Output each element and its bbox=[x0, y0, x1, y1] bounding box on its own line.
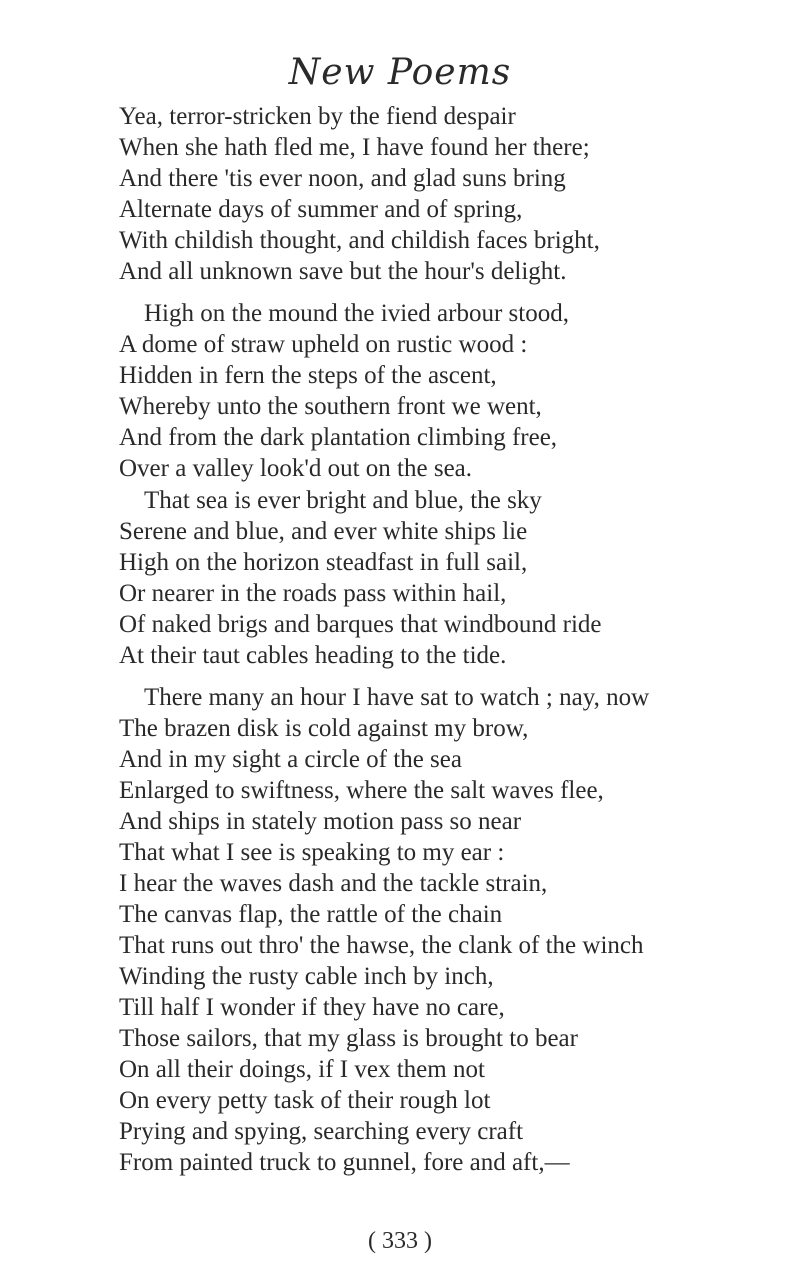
page-number: ( 333 ) bbox=[368, 1228, 432, 1254]
poem-line: There many an hour I have sat to watch ; nay, now bbox=[144, 684, 650, 711]
poem-line: At their taut cables heading to the tide. bbox=[119, 642, 507, 669]
poem-line: I hear the waves dash and the tackle strain, bbox=[119, 870, 548, 897]
poem-line: And from the dark plantation climbing free, bbox=[119, 424, 558, 451]
poem-line: Winding the rusty cable inch by inch, bbox=[119, 963, 494, 990]
running-head: New Poems bbox=[288, 52, 512, 93]
poem-line: The brazen disk is cold against my brow, bbox=[119, 715, 529, 742]
poem-line: High on the mound the ivied arbour stood, bbox=[144, 300, 569, 327]
poem-line: And all unknown save but the hour's delight. bbox=[119, 258, 567, 285]
poem-line: On every petty task of their rough lot bbox=[119, 1087, 491, 1114]
poem-line: Yea, terror-stricken by the fiend despair bbox=[119, 103, 516, 130]
poem-line: High on the horizon steadfast in full sail, bbox=[119, 549, 528, 576]
poem-line: When she hath fled me, I have found her there; bbox=[119, 134, 590, 161]
poem-line: And in my sight a circle of the sea bbox=[119, 746, 462, 773]
poem-line: Till half I wonder if they have no care, bbox=[119, 994, 505, 1021]
poem-line: On all their doings, if I vex them not bbox=[119, 1056, 485, 1083]
poem-line: Of naked brigs and barques that windbound ride bbox=[119, 611, 602, 638]
poem-line: With childish thought, and childish faces bright, bbox=[119, 227, 600, 254]
poem-line: From painted truck to gunnel, fore and aft,— bbox=[119, 1149, 570, 1176]
poem-line: That runs out thro' the hawse, the clank of the winch bbox=[119, 932, 644, 959]
poem-line: Hidden in fern the steps of the ascent, bbox=[119, 362, 497, 389]
poem-line: That sea is ever bright and blue, the sky bbox=[144, 487, 542, 514]
poem-line: Enlarged to swiftness, where the salt waves flee, bbox=[119, 777, 604, 804]
poem-line: Those sailors, that my glass is brought to bear bbox=[119, 1025, 578, 1052]
poem-line: And ships in stately motion pass so near bbox=[119, 808, 522, 835]
poem-line: Prying and spying, searching every craft bbox=[119, 1118, 524, 1145]
poem-line: Alternate days of summer and of spring, bbox=[119, 196, 523, 223]
poem-line: A dome of straw upheld on rustic wood : bbox=[119, 331, 528, 358]
poem-line: Over a valley look'd out on the sea. bbox=[119, 455, 473, 482]
poem-line: Or nearer in the roads pass within hail, bbox=[119, 580, 507, 607]
poem-line: The canvas flap, the rattle of the chain bbox=[119, 901, 503, 928]
poem-line: That what I see is speaking to my ear : bbox=[119, 839, 505, 866]
poem-line: And there 'tis ever noon, and glad suns bring bbox=[119, 165, 566, 192]
poem-line: Serene and blue, and ever white ships lie bbox=[119, 518, 528, 545]
poem-line: Whereby unto the southern front we went, bbox=[119, 393, 542, 420]
